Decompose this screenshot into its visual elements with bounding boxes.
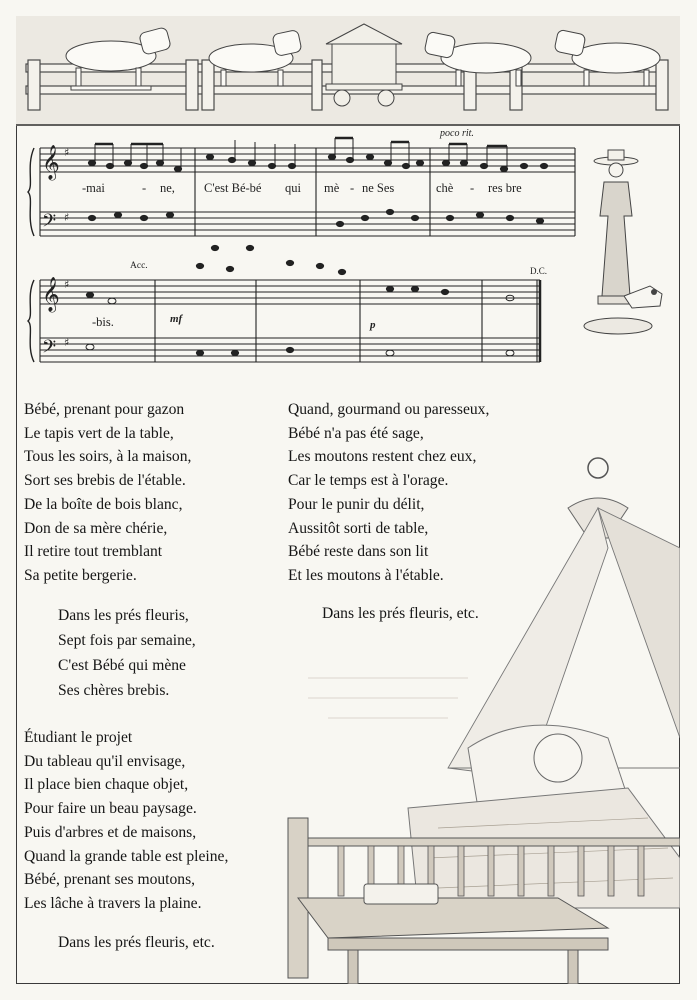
lyric-syllable: qui [285, 181, 301, 195]
svg-text:♯: ♯ [64, 211, 70, 224]
verse-line: Quand la grande table est pleine, [24, 847, 229, 865]
verse-line: Don de sa mère chérie, [24, 519, 168, 537]
verse-line: Il place bien chaque objet, [24, 776, 189, 794]
system-2-treble-staff [40, 280, 540, 304]
lyric-syllable: mè [324, 181, 340, 195]
system-1-treble-staff [40, 148, 575, 172]
sheet-music [20, 126, 580, 382]
verse-line: Du tableau qu'il envisage, [24, 752, 186, 770]
lyric-syllable: -mai [82, 181, 105, 195]
svg-text:♯: ♯ [64, 146, 70, 159]
svg-text:♯: ♯ [64, 336, 70, 349]
bass-clef-icon: 𝄢 [42, 337, 57, 362]
verse-line: Sa petite bergerie. [24, 566, 137, 584]
lyric-syllable: - [350, 181, 355, 195]
verse-column-1-stanza-2 [24, 726, 228, 916]
verse-line: Bébé, prenant ses moutons, [24, 871, 196, 889]
verse-line: Le tapis vert de la table, [24, 424, 174, 442]
verse-line: Sort ses brebis de l'étable. [24, 472, 186, 490]
bass-clef-icon: 𝄢 [42, 211, 57, 236]
verse-line: Puis d'arbres et de maisons, [24, 823, 197, 841]
verse-line: Il retire tout tremblant [24, 543, 163, 561]
doll-with-dog-illustration [572, 146, 672, 346]
verse-line: Tous les soirs, à la maison, [24, 448, 192, 466]
lyric-syllable: res bre [488, 181, 522, 195]
verse-column-2-stanza-1 [288, 398, 489, 588]
lyric-syllable: chè [436, 181, 454, 195]
refrain-line: Ses chères brebis. [58, 682, 170, 699]
da-capo-marking: D.C. [530, 266, 548, 276]
lyric-syllable: ne, [160, 181, 175, 195]
verse-line: Bébé n'a pas été sage, [288, 424, 424, 442]
lyric-syllable: - [142, 181, 147, 195]
verse-line: Et les moutons à l'étable. [288, 566, 444, 584]
refrain-short: Dans les prés fleuris, etc. [322, 605, 479, 622]
refrain-line: Sept fois par semaine, [58, 632, 196, 649]
verse-line: Les moutons restent chez eux, [288, 448, 477, 466]
verse-line: Aussitôt sorti de table, [288, 519, 429, 537]
lyric-syllable: ne Ses [362, 181, 395, 195]
verse-line: De la boîte de bois blanc, [24, 495, 183, 513]
toy-sheep-banner-illustration [16, 16, 680, 126]
treble-clef-icon: 𝄞 [42, 145, 60, 180]
treble-clef-icon: 𝄞 [42, 277, 60, 312]
dynamic-mf: mf [170, 313, 183, 325]
tempo-marking: poco rit. [440, 128, 474, 139]
svg-text:♯: ♯ [64, 278, 70, 291]
refrain-short: Dans les prés fleuris, etc. [58, 934, 215, 951]
lyric-syllable: -bis. [92, 315, 114, 329]
verse-column-1-stanza-1 [24, 398, 191, 588]
verse-line: Pour faire un beau paysage. [24, 800, 197, 818]
accelerando-marking: Acc. [130, 261, 148, 271]
refrain-line: Dans les prés fleuris, [58, 607, 189, 624]
lyric-syllable: C'est Bé-bé [204, 181, 262, 195]
verse-line: Étudiant le projet [24, 729, 133, 746]
verse-line: Quand, gourmand ou paresseux, [288, 401, 490, 418]
verse-line: Bébé, prenant pour gazon [24, 401, 185, 418]
verse-line: Car le temps est à l'orage. [288, 472, 449, 490]
lyric-syllable: - [470, 181, 475, 195]
refrain-line: C'est Bébé qui mène [58, 657, 186, 674]
lyrics-row-1 [82, 181, 522, 195]
verse-line: Pour le punir du délit, [288, 495, 425, 513]
verse-line: Bébé reste dans son lit [288, 543, 429, 561]
verse-line: Les lâche à travers la plaine. [24, 894, 202, 912]
refrain [58, 603, 196, 703]
dynamic-p: p [370, 319, 376, 331]
